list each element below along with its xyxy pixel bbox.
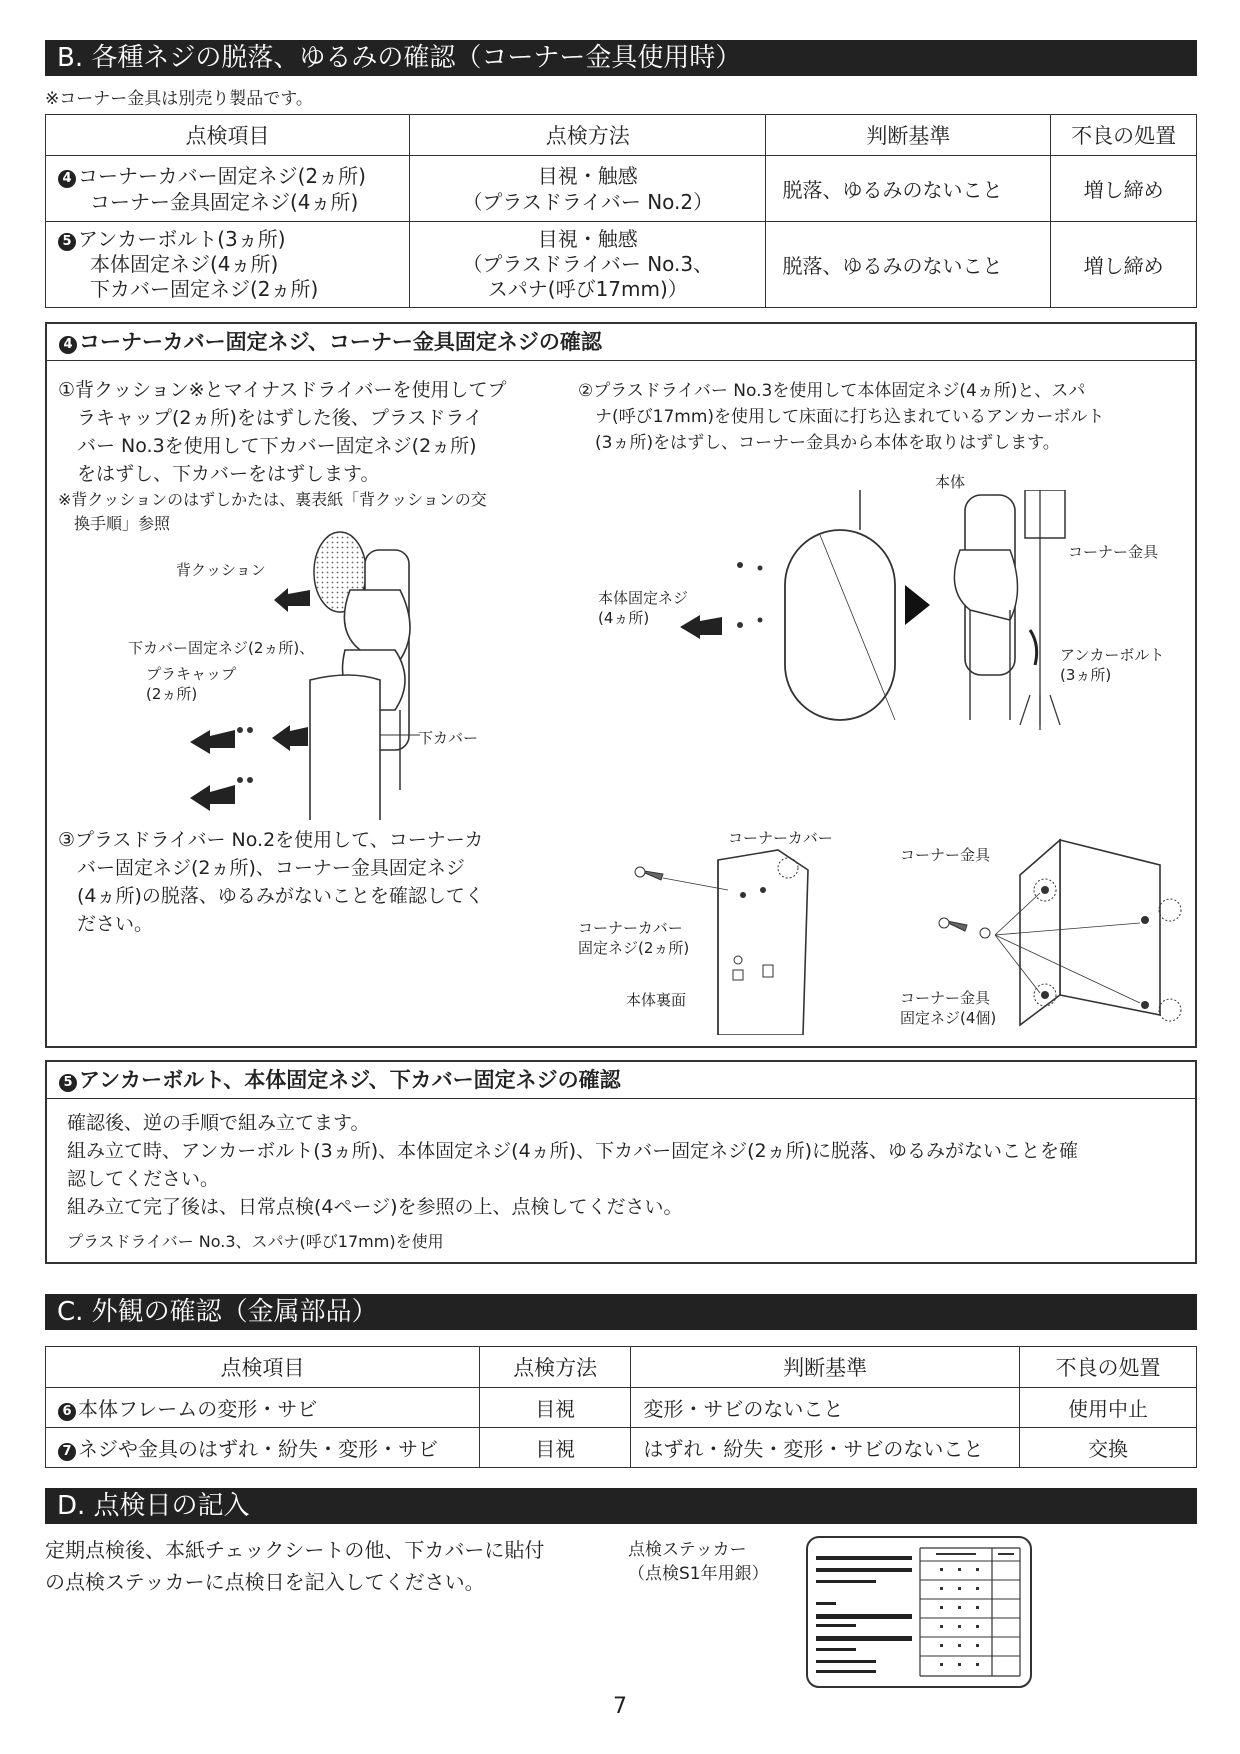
body-removal-illustration: [660, 490, 1180, 730]
next-step-triangle-icon: [905, 585, 930, 625]
header-cell: 判断基準: [766, 115, 1051, 156]
item-line: アンカーボルト(3ヵ所): [78, 227, 286, 251]
criteria-cell: はずれ・紛失・変形・サビのないこと: [631, 1428, 1020, 1468]
box-5-line: 認してください。: [67, 1168, 220, 1190]
method-cell: [410, 222, 766, 308]
label-pla-cap-count: (2ヵ所): [146, 685, 198, 703]
sticker-caption-line: 点検ステッカー: [628, 1540, 747, 1560]
arrow-icon: [272, 725, 308, 751]
label-anchor-bolt-count: (3ヵ所): [1060, 666, 1112, 684]
step-1-line: をはずし、下カバーをはずします。: [58, 463, 380, 485]
rotate-arrow-icon: [1030, 630, 1037, 665]
method-line: （プラスドライバー No.3、: [462, 252, 714, 276]
method-cell: [410, 156, 766, 222]
page-number: 7: [613, 1694, 627, 1719]
box-number: 5: [59, 1074, 77, 1092]
step-1-line: ラキャップ(2ヵ所)をはずした後、プラスドライ: [58, 407, 483, 429]
label-corner-bracket-screw-count: 固定ネジ(4個): [900, 1009, 997, 1027]
item-cell: [46, 1428, 480, 1468]
item-line: コーナー金具固定ネジ(4ヵ所): [90, 189, 359, 214]
section-d-line: の点検ステッカーに点検日を記入してください。: [45, 1570, 485, 1594]
box-check-5: [45, 1060, 1197, 1264]
header-cell: 点検方法: [410, 115, 766, 156]
box-5-line: 確認後、逆の手順で組み立てます。: [67, 1112, 370, 1134]
item-number: 5: [58, 233, 76, 251]
sticker-caption: [628, 1538, 769, 1586]
criteria-cell: 変形・サビのないこと: [631, 1388, 1020, 1428]
box-5-tool-note: プラスドライバー No.3、スパナ(呼び17mm)を使用: [67, 1232, 444, 1251]
table-row: [46, 156, 1197, 222]
lower-cover-shape: [310, 675, 380, 820]
step-2: [578, 378, 1188, 456]
step-3: [58, 826, 548, 938]
label-anchor-bolt: アンカーボルト: [1060, 646, 1165, 664]
box-5-line: 組み立て時、アンカーボルト(3ヵ所)、本体固定ネジ(4ヵ所)、下カバー固定ネジ(2ヵ所)に脱落、ゆるみがないことを確: [67, 1140, 1078, 1162]
label-corner-bracket: コーナー金具: [1068, 543, 1159, 561]
item-line: 下カバー固定ネジ(2ヵ所): [90, 277, 319, 301]
method-line: （プラスドライバー No.2）: [462, 189, 714, 214]
table-row: [46, 1428, 1197, 1468]
method-line: 目視・触感: [537, 227, 638, 251]
corner-bracket-shape: [1025, 490, 1065, 538]
item-text: 本体フレームの変形・サビ: [78, 1397, 318, 1421]
step-3-line: (4ヵ所)の脱落、ゆるみがないことを確認してく: [58, 885, 484, 907]
action-cell: 交換: [1019, 1428, 1196, 1468]
box-5-line: 組み立て完了後は、日常点検(4ページ)を参照の上、点検してください。: [67, 1196, 683, 1218]
step-1-line: バー No.3を使用して下カバー固定ネジ(2ヵ所): [58, 435, 477, 457]
section-b-note: ※コーナー金具は別売り製品です。: [45, 89, 313, 109]
step-1-note: ※背クッションのはずしかたは、裏表紙「背クッションの交: [58, 490, 487, 509]
label-lower-cover: 下カバー: [418, 729, 479, 747]
label-back-cushion: 背クッション: [176, 561, 266, 579]
item-cell: [46, 156, 410, 222]
label-corner-bracket-screw: コーナー金具: [900, 989, 991, 1007]
body-back-shape: [785, 530, 895, 720]
step-1: [58, 376, 548, 536]
step-2-line: (3ヵ所)をはずし、コーナー金具から本体を取りはずします。: [578, 433, 1060, 453]
box-5-body: [47, 1099, 1195, 1252]
washer-icon: [980, 928, 990, 938]
step-3-line: バー固定ネジ(2ヵ所)、コーナー金具固定ネジ: [58, 857, 465, 879]
section-c-title: C. 外観の確認（金属部品）: [45, 1294, 1197, 1330]
table-row: [46, 1388, 1197, 1428]
label-pla-cap: プラキャップ: [146, 665, 237, 683]
action-cell: 使用中止: [1019, 1388, 1196, 1428]
box-number: 4: [59, 336, 77, 354]
item-cell: [46, 1388, 480, 1428]
section-d-text: [45, 1534, 544, 1598]
item-cell: [46, 222, 410, 308]
arrow-icon: [680, 615, 722, 639]
label-corner-cover-screw: コーナーカバー: [578, 919, 683, 937]
table-header-row: [46, 1347, 1197, 1388]
header-cell: 不良の処置: [1019, 1347, 1196, 1388]
header-cell: 点検項目: [46, 115, 410, 156]
label-corner-bracket-2: コーナー金具: [900, 846, 991, 864]
arrow-icon: [274, 588, 310, 612]
item-number: 6: [58, 1403, 76, 1421]
step-1-note: 換手順」参照: [58, 514, 171, 533]
label-body-screw-count: (4ヵ所): [598, 609, 650, 627]
step-3-line: ③プラスドライバー No.2を使用して、コーナーカ: [58, 829, 484, 851]
step-3-line: ださい。: [58, 913, 154, 935]
corner-cover-shape: [718, 850, 808, 1035]
item-number: 4: [58, 170, 76, 188]
table-header-row: [46, 115, 1197, 156]
item-number: 7: [58, 1443, 76, 1461]
section-b-title: B. 各種ネジの脱落、ゆるみの確認（コーナー金具使用時）: [45, 40, 1197, 76]
item-line: コーナーカバー固定ネジ(2ヵ所): [78, 163, 366, 188]
box-5-title: [47, 1062, 1195, 1099]
header-cell: 判断基準: [631, 1347, 1020, 1388]
box-4-title: [47, 324, 1195, 361]
box-4-title-text: コーナーカバー固定ネジ、コーナー金具固定ネジの確認: [79, 330, 602, 354]
label-corner-cover: コーナーカバー: [728, 829, 833, 847]
action-cell: 増し締め: [1051, 156, 1197, 222]
header-cell: 不良の処置: [1051, 115, 1197, 156]
method-cell: 目視: [480, 1428, 631, 1468]
method-line: スパナ(呼び17mm)）: [487, 277, 688, 301]
method-line: 目視・触感: [537, 163, 638, 188]
item-text: ネジや金具のはずれ・紛失・変形・サビ: [78, 1437, 438, 1461]
criteria-cell: 脱落、ゆるみのないこと: [766, 156, 1051, 222]
label-corner-cover-screw-count: 固定ネジ(2ヵ所): [578, 939, 690, 957]
step-1-line: ①背クッション※とマイナスドライバーを使用してプ: [58, 379, 507, 401]
header-cell: 点検方法: [480, 1347, 631, 1388]
item-line: 本体固定ネジ(4ヵ所): [90, 252, 279, 276]
arrow-icon: [190, 730, 235, 754]
label-body-back: 本体裏面: [626, 991, 687, 1009]
box-5-title-text: アンカーボルト、本体固定ネジ、下カバー固定ネジの確認: [79, 1068, 621, 1092]
label-body-screw: 本体固定ネジ: [598, 589, 689, 607]
action-cell: 増し締め: [1051, 222, 1197, 308]
criteria-cell: 脱落、ゆるみのないこと: [766, 222, 1051, 308]
sticker-caption-line: （点検S1年用銀）: [628, 1564, 769, 1584]
table-row: [46, 222, 1197, 308]
label-lower-cover-screw: 下カバー固定ネジ(2ヵ所)、: [128, 639, 315, 657]
method-cell: 目視: [480, 1388, 631, 1428]
label-body: 本体: [935, 473, 966, 491]
header-cell: 点検項目: [46, 1347, 480, 1388]
section-b-table: [45, 114, 1197, 308]
section-d-title: D. 点検日の記入: [45, 1488, 1197, 1524]
arrow-icon: [190, 785, 235, 811]
inspection-sticker-illustration: [806, 1536, 1032, 1688]
step-2-line: ナ(呼び17mm)を使用して床面に打ち込まれているアンカーボルト: [578, 407, 1105, 427]
section-d-line: 定期点検後、本紙チェックシートの他、下カバーに貼付: [45, 1538, 545, 1562]
section-c-table: [45, 1346, 1197, 1468]
step-2-line: ②プラスドライバー No.3を使用して本体固定ネジ(4ヵ所)と、スパ: [578, 381, 1086, 401]
